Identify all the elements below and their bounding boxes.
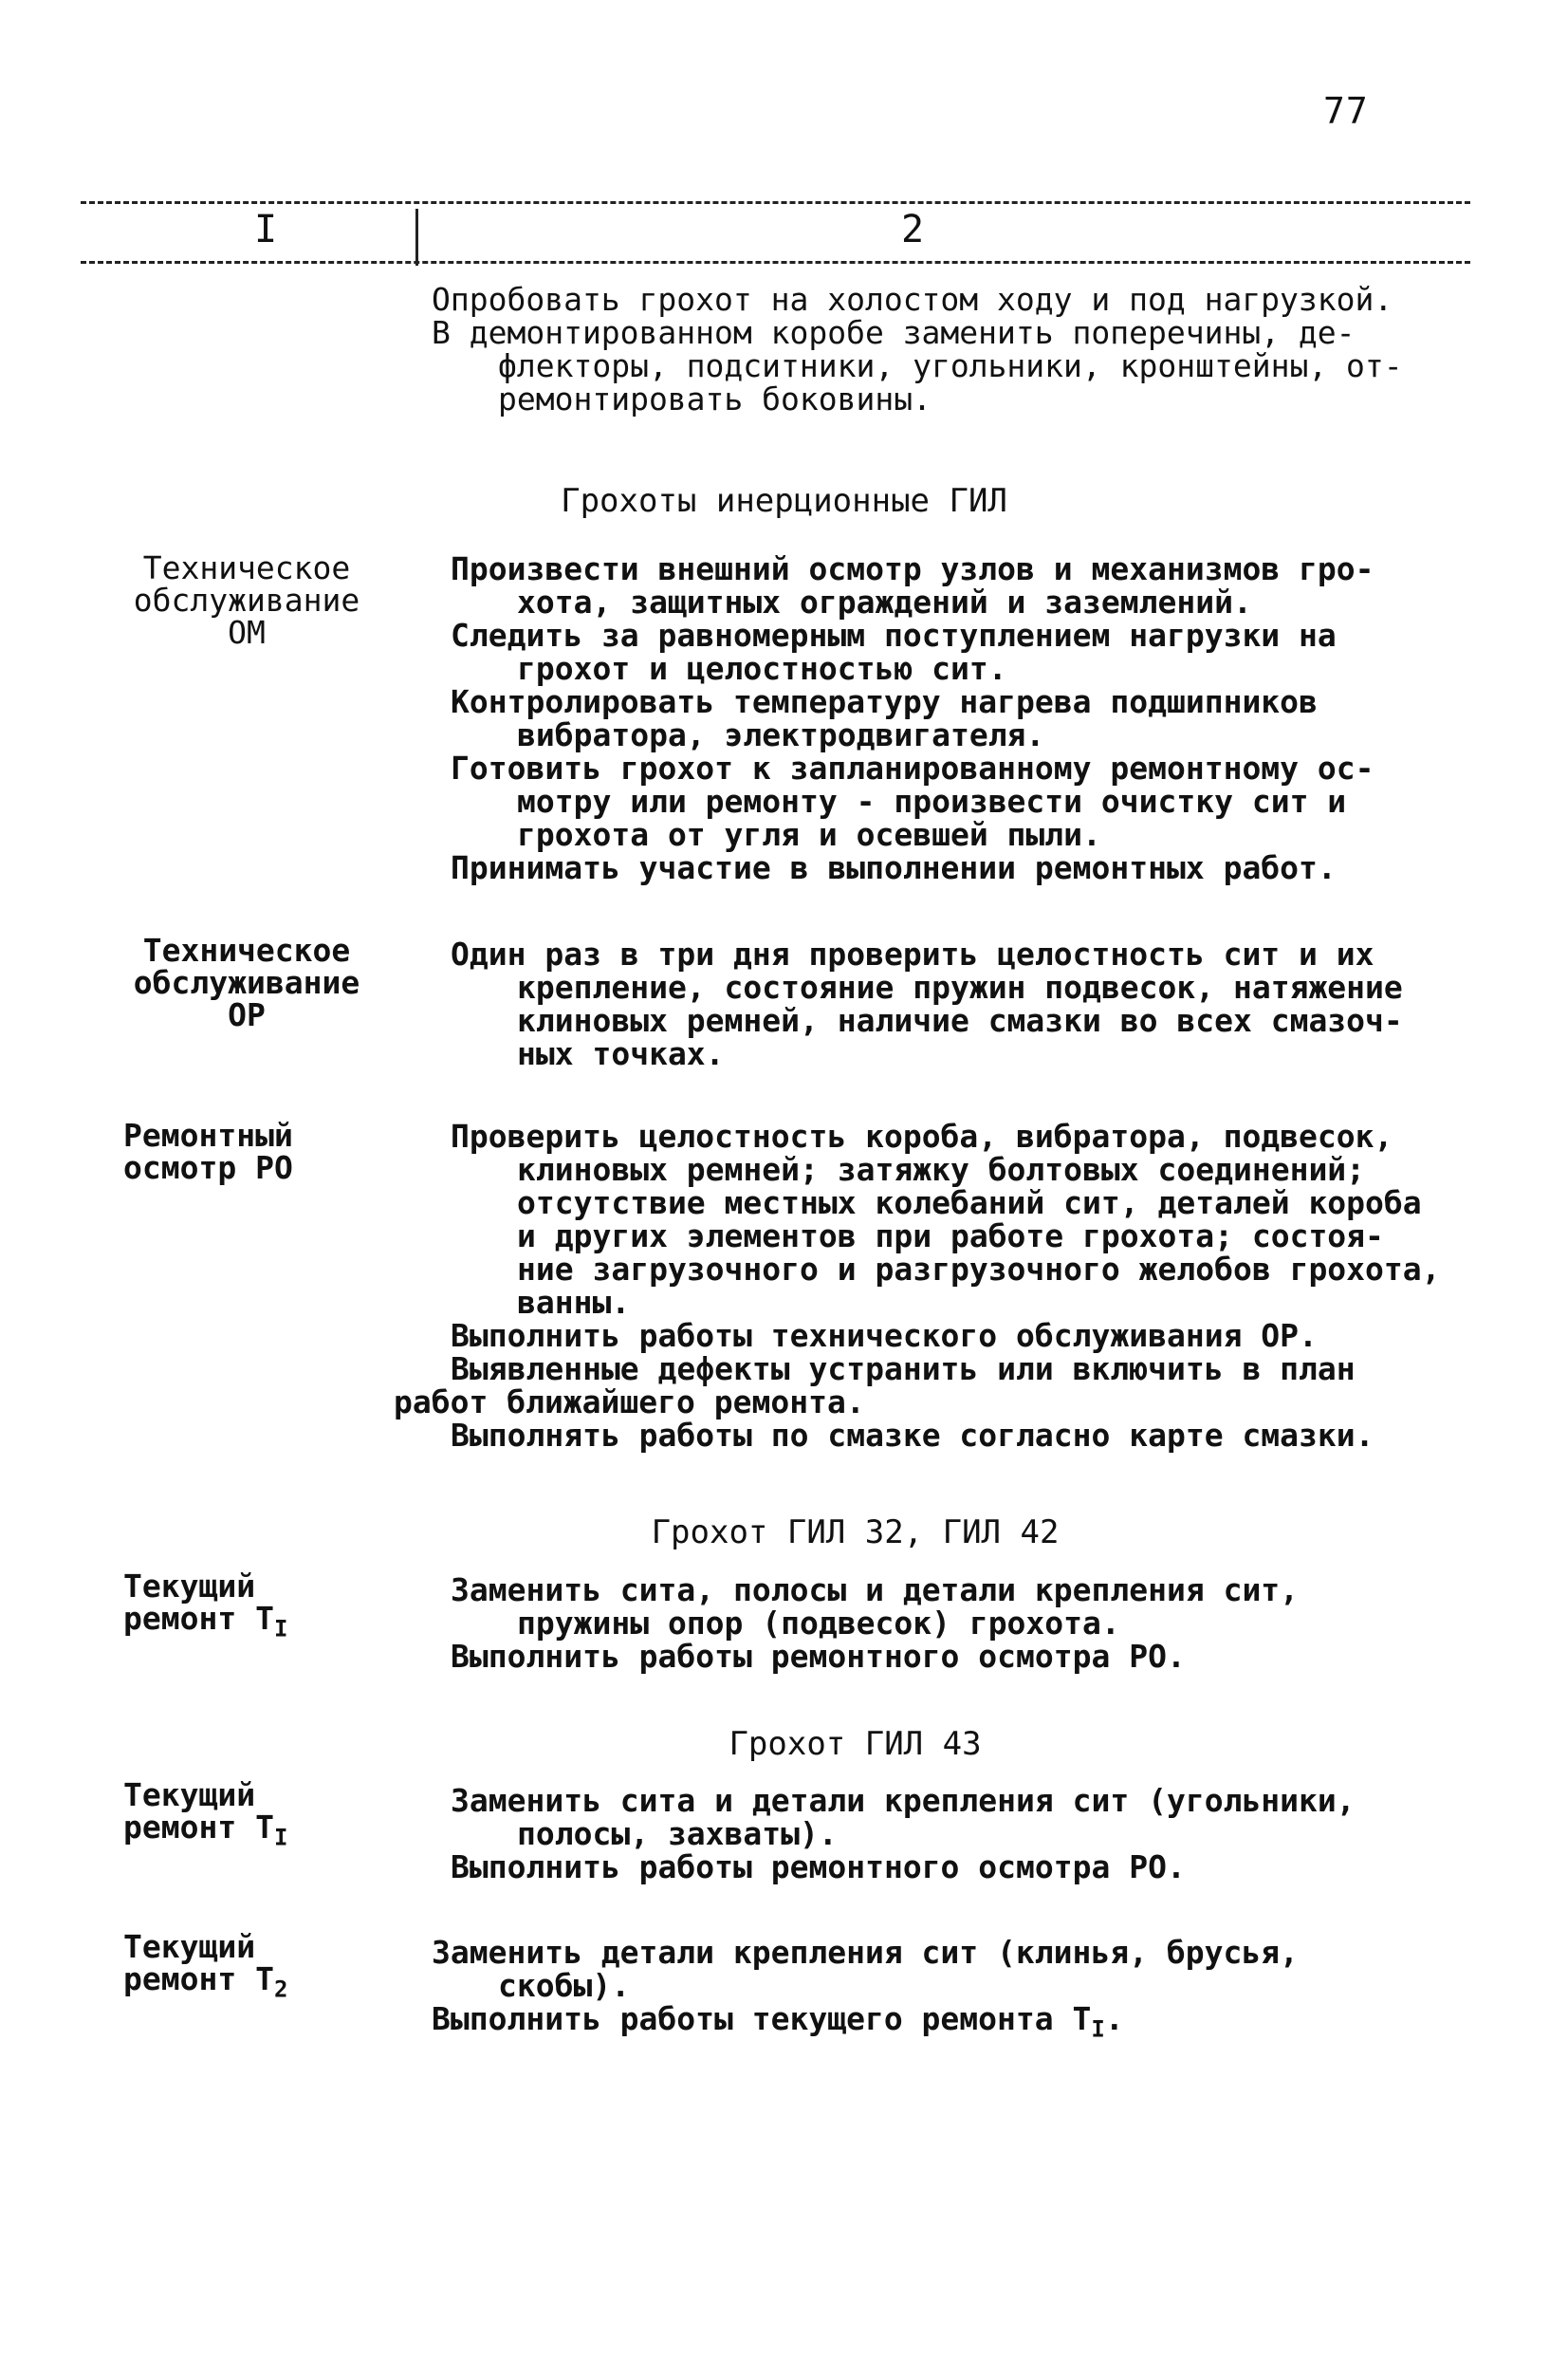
label-om: Техническое обслуживание ОМ — [133, 549, 360, 651]
intro-text: Опробовать грохот на холостом ходу и под нагрузкой. В демонтированном коробе заменить поперечины, де- флекторы, подситники, угольники, кронштейны, от- ремонтировать боковины. — [432, 281, 1403, 417]
om-text: Произвести внешний осмотр узлов и механизмов гро- хота, защитных ограждений и заземлений. Следить за равномерным поступлением нагрузки на грохот и целостностью сит. Контролировать температуру нагрева подшипников вибратора, электродвигателя. Готовить грохот к запланированному ремонтному ос- мотру или ремонту - произвести очистку сит и грохота от угля и осевшей пыли. Принимать участие в выполнении ремонтных работ. — [451, 550, 1374, 886]
t1-b-text: Заменить сита и детали крепления сит (угольники, полосы, захваты). Выполнить работы ремонтного осмотра РО. — [451, 1782, 1356, 1885]
label-op: Техническое обслуживание ОР — [133, 932, 360, 1033]
label-t1-b: Текущий ремонт $Т_I$ — [123, 1776, 288, 1851]
op-text: Один раз в три дня проверить целостность сит и их крепление, состояние пружин подвесок, натяжение клиновых ремней, наличие смазки во всех смазоч- ных точках. — [451, 936, 1403, 1072]
label-t2: Текущий ремонт $Т_2$ — [123, 1928, 288, 2003]
header-rule-top — [81, 201, 1470, 204]
section-title-gil: Грохоты инерционные ГИЛ — [561, 482, 1007, 520]
label-t1-a: Текущий ремонт $Т_I$ — [123, 1568, 288, 1642]
column-separator — [415, 209, 418, 266]
ro-text: Проверить целостность короба, вибратора, подвесок, клиновых ремней; затяжку болтовых соединений; отсутствие местных колебаний сит, деталей короба и других элементов при работе грохота; состоя- ние загрузочного и разгрузочного желобов грохота, ванны. Выполнить работы технического обслуживания ОР. Выявленные дефекты устранить или включить в план работ ближайшего ремонта. Выполнять работы по смазке согласно карте смазки. — [394, 1118, 1441, 1454]
column-header-1: I — [254, 208, 278, 251]
label-ro: Ремонтный осмотр РО — [123, 1117, 293, 1186]
section-title-gil-43: Грохот ГИЛ 43 — [729, 1725, 982, 1763]
t2-text: Заменить детали крепления сит (клинья, брусья, скобы). Выполнить работы текущего ремонта $Т_I$. — [432, 1934, 1299, 2043]
t1-a-text: Заменить сита, полосы и детали крепления сит, пружины опор (подвесок) грохота. Выполнить работы ремонтного осмотра РО. — [451, 1571, 1300, 1675]
header-rule-bottom — [81, 261, 1470, 264]
section-title-gil-32-42: Грохот ГИЛ 32, ГИЛ 42 — [651, 1513, 1060, 1551]
column-header-2: 2 — [901, 208, 925, 251]
page-number: 77 — [1323, 90, 1369, 132]
